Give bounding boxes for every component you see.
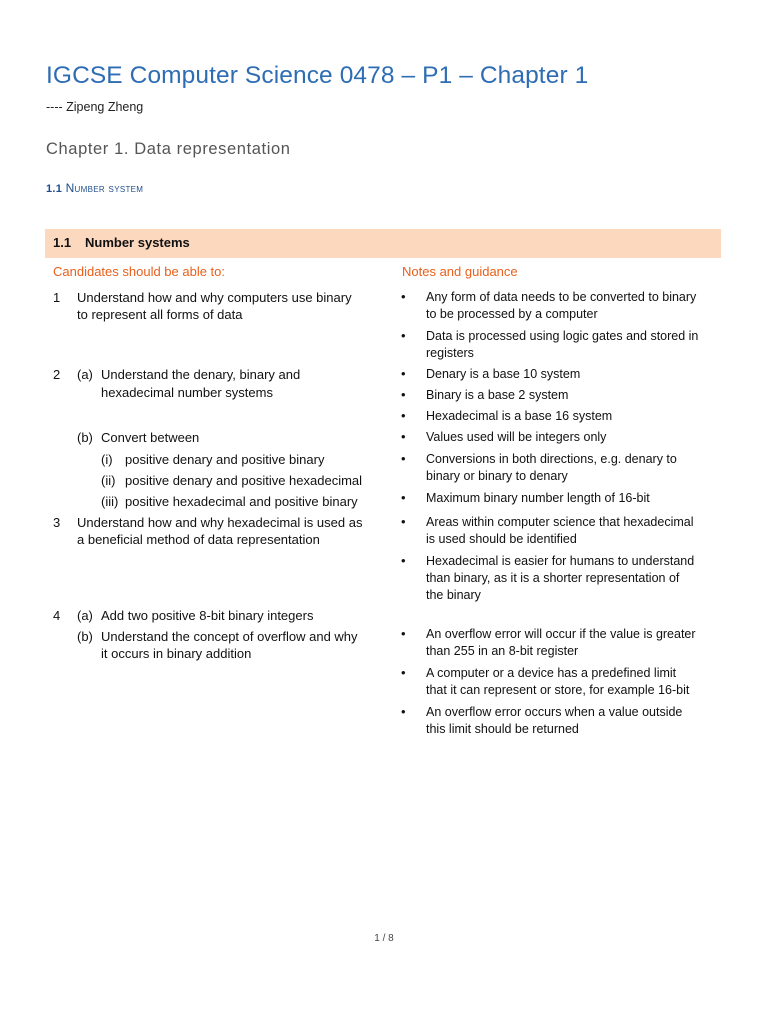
objective-text: Add two positive 8-bit binary integers — [101, 608, 314, 623]
chapter-heading: Chapter 1. Data representation — [46, 140, 291, 158]
note-text: binary or binary to denary — [426, 469, 568, 483]
objective-subitem: positive denary and positive hexadecimal — [125, 473, 363, 488]
objective-text: Understand the concept of overflow and why — [101, 629, 358, 644]
note-text: Data is processed using logic gates and stored in — [426, 329, 699, 343]
note-text: that it can represent or store, for example 16-bit — [426, 683, 690, 697]
bullet-icon: • — [401, 289, 406, 304]
note-text: Any form of data needs to be converted to binary — [426, 290, 697, 304]
note-text: Areas within computer science that hexadecimal — [426, 515, 694, 529]
note-text: Maximum binary number length of 16-bit — [426, 491, 650, 505]
objective-sublabel: (b) — [77, 430, 93, 445]
author-line: ---- Zipeng Zheng — [46, 100, 144, 114]
bullet-icon: • — [401, 490, 406, 505]
objective-text: Understand how and why computers use binary — [77, 290, 352, 305]
bullet-icon: • — [401, 408, 406, 423]
note-text: registers — [426, 346, 474, 360]
bullet-icon: • — [401, 429, 406, 444]
objective-number: 2 — [53, 367, 61, 382]
document-title: IGCSE Computer Science 0478 – P1 – Chapter 1 — [46, 62, 589, 89]
table-header-label: Number systems — [85, 235, 190, 250]
note-text: An overflow error occurs when a value outside — [426, 705, 683, 719]
objective-text: a beneficial method of data representation — [77, 532, 320, 547]
note-text: An overflow error will occur if the value is greater — [426, 627, 696, 641]
objective-text: Understand how and why hexadecimal is used as — [77, 515, 363, 530]
objective-sublabel: (a) — [77, 608, 93, 623]
note-text: to be processed by a computer — [426, 307, 598, 321]
bullet-icon: • — [401, 366, 406, 381]
table-header-title — [53, 235, 190, 250]
objective-subitem: positive hexadecimal and positive binary — [125, 494, 358, 509]
section-title: Number system — [65, 181, 144, 195]
page-number: 1 / 8 — [374, 933, 394, 944]
bullet-icon: • — [401, 514, 406, 529]
bullet-icon: • — [401, 387, 406, 402]
bullet-icon: • — [401, 626, 406, 641]
section-heading — [46, 181, 143, 195]
bullet-icon: • — [401, 553, 406, 568]
note-text: the binary — [426, 588, 481, 602]
objective-subitem-label: (i) — [101, 452, 113, 467]
objective-number: 1 — [53, 290, 61, 305]
bullet-icon: • — [401, 451, 406, 466]
note-text: than 255 in an 8-bit register — [426, 644, 579, 658]
note-text: this limit should be returned — [426, 722, 579, 736]
bullet-icon: • — [401, 665, 406, 680]
column-header-notes: Notes and guidance — [402, 264, 518, 279]
note-text: is used should be identified — [426, 532, 577, 546]
bullet-icon: • — [401, 328, 406, 343]
objective-subitem: positive denary and positive binary — [125, 452, 325, 467]
objective-sublabel: (a) — [77, 367, 93, 382]
column-header-candidates: Candidates should be able to: — [53, 264, 226, 279]
note-text: Values used will be integers only — [426, 430, 607, 444]
note-text: Conversions in both directions, e.g. denary to — [426, 452, 677, 466]
note-text: A computer or a device has a predefined limit — [426, 666, 677, 680]
objective-text: hexadecimal number systems — [101, 385, 273, 400]
bullet-icon: • — [401, 704, 406, 719]
objective-text: it occurs in binary addition — [101, 646, 252, 661]
objective-subitem-label: (iii) — [101, 494, 119, 509]
note-text: Denary is a base 10 system — [426, 367, 581, 381]
objective-text: Convert between — [101, 430, 200, 445]
objective-sublabel: (b) — [77, 629, 93, 644]
objective-subitem-label: (ii) — [101, 473, 116, 488]
note-text: than binary, as it is a shorter representation of — [426, 571, 680, 585]
table-header-number: 1.1 — [53, 235, 72, 250]
note-text: Binary is a base 2 system — [426, 388, 569, 402]
objective-number: 3 — [53, 515, 61, 530]
objective-text: to represent all forms of data — [77, 307, 243, 322]
note-text: Hexadecimal is easier for humans to understand — [426, 554, 695, 568]
objective-number: 4 — [53, 608, 61, 623]
objective-text: Understand the denary, binary and — [101, 367, 301, 382]
note-text: Hexadecimal is a base 16 system — [426, 409, 613, 423]
section-number: 1.1 — [46, 183, 63, 195]
